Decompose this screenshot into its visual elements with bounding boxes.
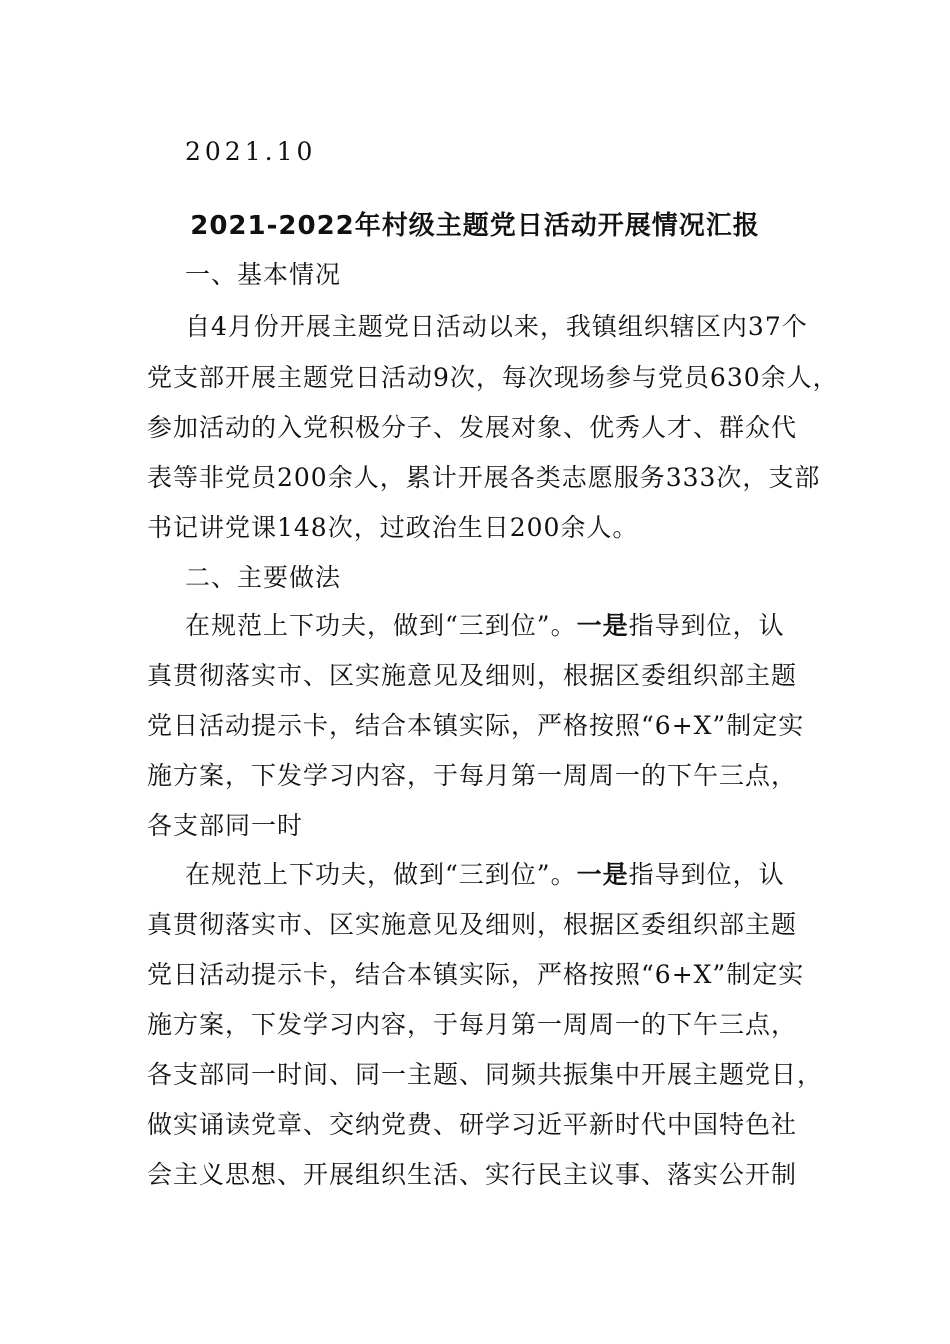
paragraph-line: 各支部同一时 [147, 811, 304, 840]
paragraph-line: 书记讲党课148次，过政治生日200余人。 [147, 513, 639, 542]
paragraph-line: 会主义思想、开展组织生活、实行民主议事、落实公开制 [147, 1160, 798, 1189]
document-title: 2021-2022年村级主题党日活动开展情况汇报 [190, 211, 760, 241]
bold-text: 一是 [576, 860, 629, 889]
paragraph-line: 党日活动提示卡，结合本镇实际，严格按照“6+X”制定实 [147, 960, 805, 989]
paragraph-line [0, 604, 950, 648]
text-span: 指导到位，认 [628, 860, 785, 889]
paragraph-line [0, 853, 950, 897]
paragraph-line: 表等非党员200余人，累计开展各类志愿服务333次，支部 [147, 463, 821, 492]
text-span: 指导到位，认 [628, 611, 785, 640]
document-date: 2021.10 [185, 137, 317, 166]
paragraph-line: 施方案，下发学习内容，于每月第一周周一的下午三点， [147, 1010, 798, 1039]
paragraph-line: 真贯彻落实市、区实施意见及细则，根据区委组织部主题 [147, 661, 798, 690]
paragraph-line: 真贯彻落实市、区实施意见及细则，根据区委组织部主题 [147, 910, 798, 939]
paragraph-line: 参加活动的入党积极分子、发展对象、优秀人才、群众代 [147, 413, 798, 442]
section-heading-basic: 一、基本情况 [185, 260, 342, 289]
paragraph-line: 自4月份开展主题党日活动以来，我镇组织辖区内37个 [185, 312, 808, 341]
paragraph-line: 各支部同一时间、同一主题、同频共振集中开展主题党日， [147, 1060, 824, 1089]
bold-text: 一是 [576, 611, 629, 640]
paragraph-line: 党支部开展主题党日活动9次，每次现场参与党员630余人， [147, 363, 839, 392]
text-span: 在规范上下功夫，做到“三到位”。 [185, 611, 577, 640]
paragraph-line: 党日活动提示卡，结合本镇实际，严格按照“6+X”制定实 [147, 711, 805, 740]
paragraph-line: 施方案，下发学习内容，于每月第一周周一的下午三点， [147, 761, 798, 790]
section-heading-methods: 二、主要做法 [185, 563, 342, 592]
paragraph-line: 做实诵读党章、交纳党费、研学习近平新时代中国特色社 [147, 1110, 798, 1139]
text-span: 在规范上下功夫，做到“三到位”。 [185, 860, 577, 889]
